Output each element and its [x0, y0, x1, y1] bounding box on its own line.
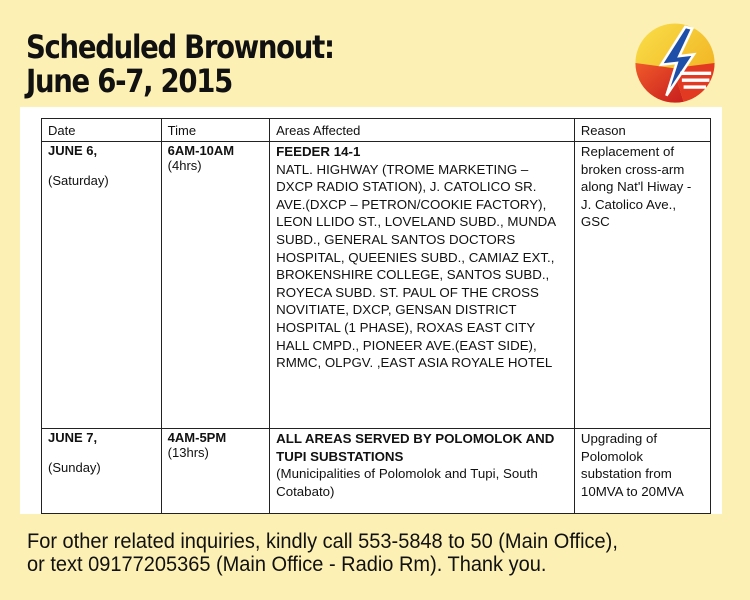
header-reason: Reason [574, 119, 710, 142]
table-header-row [42, 119, 711, 142]
title-line-1: Scheduled Brownout: [26, 28, 334, 66]
schedule-table [41, 118, 711, 514]
feeder-text: FEEDER 14-1 [276, 144, 361, 159]
duration-text: (13hrs) [167, 445, 209, 460]
header-areas: Areas Affected [270, 119, 575, 142]
cell-date [42, 429, 162, 514]
footer-line-2: or text 09177205365 (Main Office - Radio Rm). Thank you. [27, 552, 547, 576]
contact-footer [27, 530, 618, 576]
date-text: JUNE 7, [48, 430, 98, 445]
schedule-card [20, 107, 722, 514]
time-text: 4AM-5PM [167, 430, 227, 445]
table-row [42, 429, 711, 514]
header-date: Date [42, 119, 162, 142]
title-line-2: June 6-7, 2015 [26, 62, 232, 100]
cell-areas [270, 429, 575, 514]
page-title [26, 30, 334, 98]
time-text: 6AM-10AM [167, 143, 235, 158]
duration-text: (4hrs) [167, 158, 202, 173]
cell-time [161, 429, 269, 514]
day-text: (Saturday) [48, 173, 109, 188]
day-text: (Sunday) [48, 460, 101, 475]
cell-areas [270, 142, 575, 429]
areas-text: (Municipalities of Polomolok and Tupi, South Cotabato) [276, 466, 538, 499]
areas-text: NATL. HIGHWAY (TROME MARKETING – DXCP RADIO STATION), J. CATOLICO SR. AVE.(DXCP – PETRON/COOKIE FACTORY), LEON LLIDO ST., LOVELAND SUBD., MUNDA SUBD., GENERAL SANTOS DOCTORS HOSPITAL, QUEENIES SUBD., CAMIAZ EXT., BROKENSHIRE COLLEGE, SANTOS SUBD., ROYECA SUBD. ST. PAUL OF THE CROSS NOVITIATE, DXCP, GENSAN DISTRICT HOSPITAL (1 PHASE), ROXAS EAST CITY HALL CMPD., PIONEER AVE.(EAST SIDE), RMMC, OLPGV. ,EAST ASIA ROYALE HOTEL [276, 161, 556, 371]
lightning-bolt-logo-icon [632, 20, 718, 106]
feeder-text: ALL AREAS SERVED BY POLOMOLOK AND TUPI SUBSTATIONS [276, 431, 555, 464]
header-time: Time [161, 119, 269, 142]
cell-reason: Upgrading of Polomolok substation from 10MVA to 20MVA [574, 429, 710, 514]
date-text: JUNE 6, [48, 143, 98, 158]
footer-line-1: For other related inquiries, kindly call 553-5848 to 50 (Main Office), [27, 529, 618, 553]
table-row [42, 142, 711, 429]
cell-date [42, 142, 162, 429]
cell-reason: Replacement of broken cross-arm along Nat'l Hiway - J. Catolico Ave., GSC [574, 142, 710, 429]
cell-time [161, 142, 269, 429]
